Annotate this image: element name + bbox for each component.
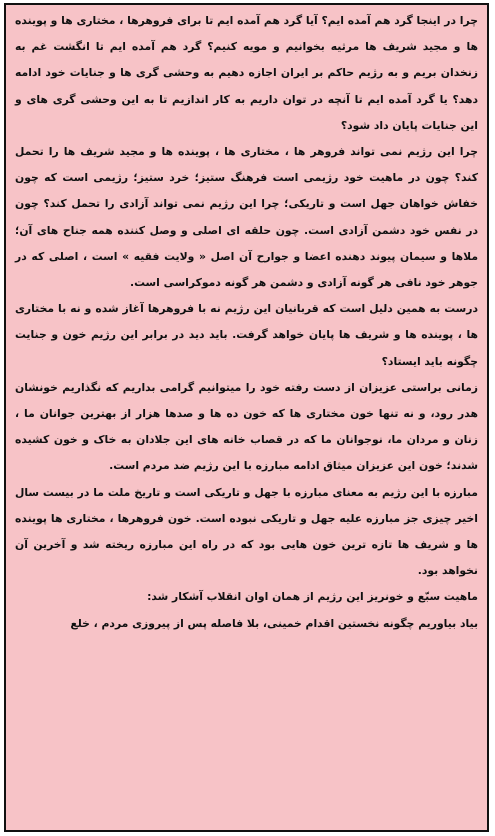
paragraph-4: زمانی براستی عزیزان از دست رفته خود را میتوانیم گرامی بداریم که نگذاریم خونشان هدر رود، و نه تنها خون مختاری ها که خون ده ها و صدها هزار از بهترین جوانان ما ، زنان و مردان ما، نوجوانان ما که در قصاب خانه های این جلادان به خاک و خون کشیده شدند؛ خون این عزیزان میثاق ادامه مبارزه با این رژیم ضد مردم است. — [15, 380, 478, 473]
paragraph-5: مبارزه با این رژیم به معنای مبارزه با جهل و تاریکی است و تاریخ ملت ما در بیست سال اخیر چیزی جز مبارزه علیه جهل و تاریکی نبوده است. خون فروهرها ، مختاری ها پوینده ها و شریف ها تازه ترین خون هایی بود که در راه این مبارزه ریخته شد و آخرین آن نخواهد بود. — [15, 485, 478, 578]
paragraph-1: چرا در اینجا گرد هم آمده ایم؟ آیا گرد هم آمده ایم تا برای فروهرها ، مختاری ها و پوینده ها و مجید شریف ها مرثیه بخوانیم و مویه کنیم؟ گرد هم آمده ایم تا انگشت غم به زنخدان بریم و به رژیم حاکم بر ایران اجازه دهیم به وحشی گری ها و جنایات خود ادامه دهد؟ یا گرد آمده ایم تا آنچه در توان داریم به کار اندازیم تا به این وحشی گری های و این جنایات پایان داد شود؟ — [15, 14, 478, 132]
document-page — [4, 3, 489, 832]
article-text — [6, 5, 487, 637]
paragraph-6: ماهیت سبّع و خونریز این رژیم از همان اوان انقلاب آشکار شد: — [147, 590, 478, 604]
paragraph-7: بیاد بیاوریم چگونه نخستین اقدام خمینی، بلا فاصله پس از پیروزی مردم ، خلع — [70, 616, 478, 630]
paragraph-3: درست به همین دلیل است که قربانیان این رژیم نه با فروهرها آغاز شده و نه با مختاری ها ، پوینده ها و شریف ها پایان خواهد گرفت. باید دید در برابر این رژیم خون و جنایت چگونه باید ایستاد؟ — [15, 302, 478, 368]
paragraph-2: چرا این رژیم نمی تواند فروهر ها ، مختاری ها ، پوینده ها و مجید شریف ها را تحمل کند؟ چون در ماهیت خود رژیمی است فرهنگ ستیز؛ خرد ستیز؛ رژیمی است که چون خفاش خواهان جهل است و تاریکی؛ چرا این رژیم نمی تواند آزادی را تحمل کند؟ چون در نفس خود دشمن آزادی است. چون حلقه ای اصلی و وصل کننده همه جناح های آن؛ ملاها و سیمان پیوند دهنده اعضا و جوارح آن اصل « ولایت فقیه » است ، اصلی که در جوهر خود نافی هر گونه آزادی و دشمن هر گونه دموکراسی است. — [15, 145, 478, 290]
